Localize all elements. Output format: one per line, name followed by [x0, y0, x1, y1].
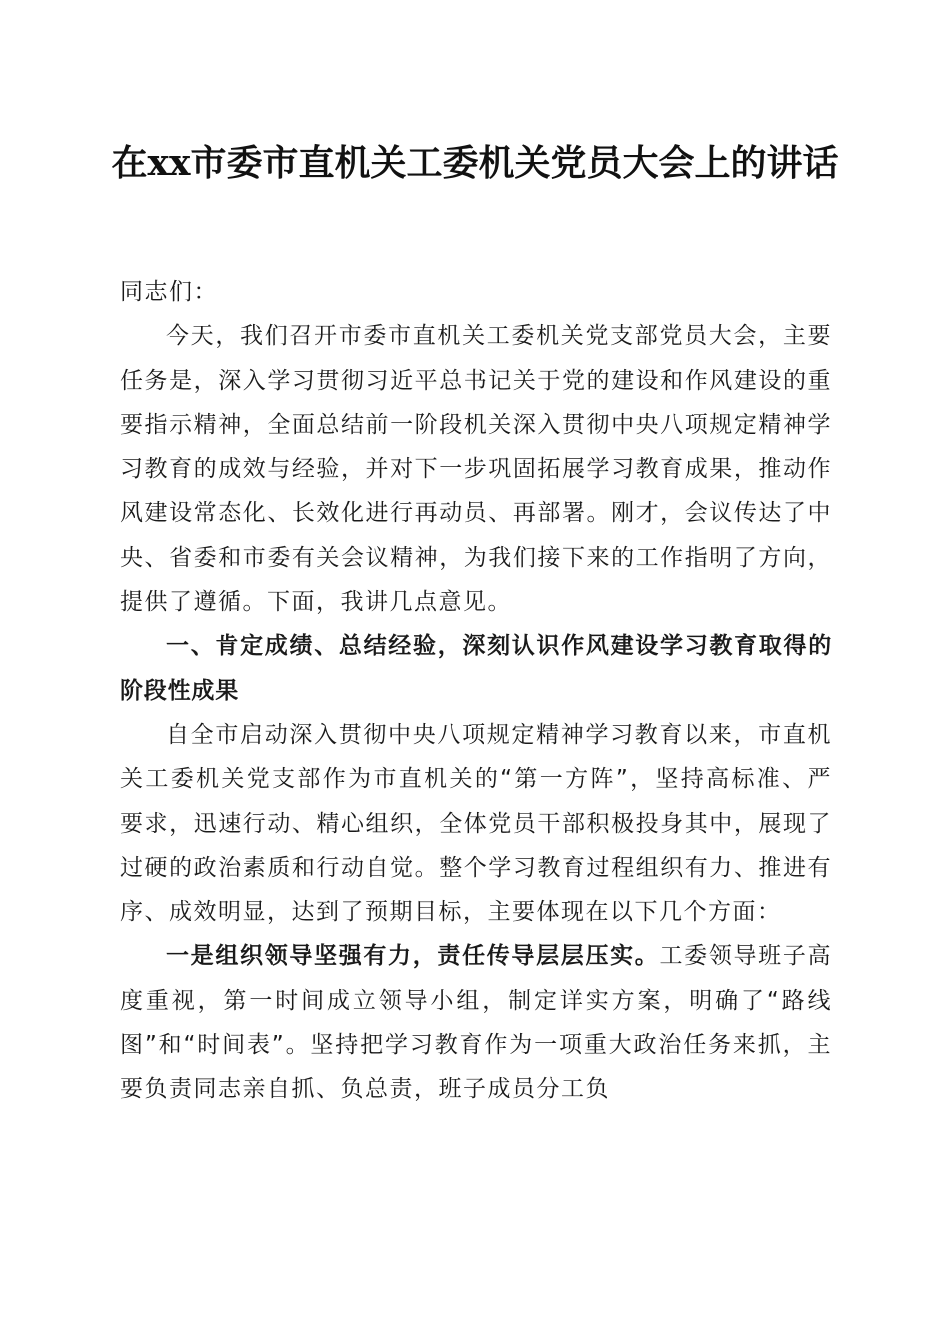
point-1-paragraph	[120, 934, 832, 1111]
document-title: 在xx市委市直机关工委机关党员大会上的讲话	[111, 142, 839, 184]
document-body	[120, 270, 832, 1112]
point-1-lead: 一是组织领导坚强有力，责任传导层层压实。	[166, 943, 660, 970]
point-1-text: 工委领导班子高度重视，第一时间成立领导小组，制定详实方案，明确了“路线图”和“时间表”。坚持把学习教育作为一项重大政治任务来抓，主要负责同志亲自抓、负总责，班子成员分工负	[120, 943, 833, 1103]
opening-paragraph: 今天，我们召开市委市直机关工委机关党支部党员大会，主要任务是，深入学习贯彻习近平总书记关于党的建设和作风建设的重要指示精神，全面总结前一阶段机关深入贯彻中央八项规定精神学习教育的成效与经验，并对下一步巩固拓展学习教育成果，推动作风建设常态化、长效化进行再动员、再部署。刚才，会议传达了中央、省委和市委有关会议精神，为我们接下来的工作指明了方向，提供了遵循。下面，我讲几点意见。	[120, 323, 832, 616]
section-1-intro-paragraph: 自全市启动深入贯彻中央八项规定精神学习教育以来，市直机关工委机关党支部作为市直机关的“第一方阵”，坚持高标准、严要求，迅速行动、精心组织，全体党员干部积极投身其中，展现了过硬的政治素质和行动自觉。整个学习教育过程组织有力、推进有序、成效明显，达到了预期目标，主要体现在以下几个方面：	[120, 721, 832, 926]
salutation: 同志们：	[120, 279, 218, 305]
section-heading-1: 一、肯定成绩、总结经验，深刻认识作风建设学习教育取得的阶段性成果	[120, 633, 832, 704]
